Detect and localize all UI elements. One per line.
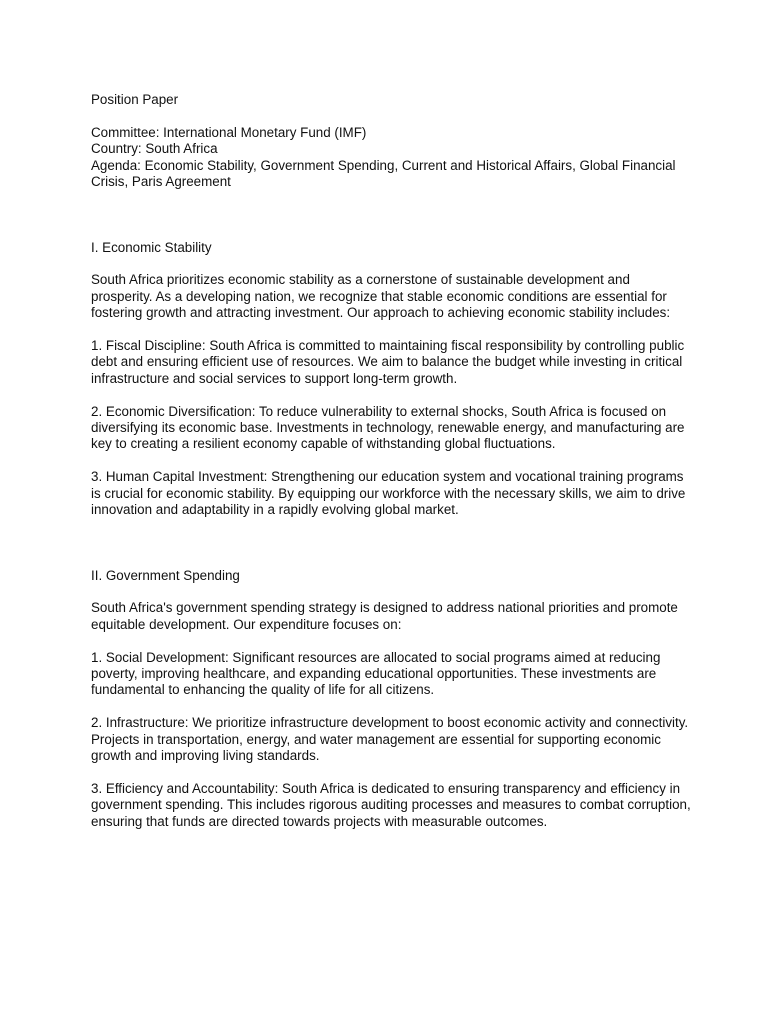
point-fiscal-discipline: 1. Fiscal Discipline: South Africa is committed to maintaining fiscal responsibility by controlling public debt and ensuring efficient use of resources. We aim to balance the budget while investing in critical infrastructure and social services to support long-term growth. [91,338,685,386]
document-title: Position Paper [91,92,179,107]
section-intro-government-spending: South Africa's government spending strategy is designed to address national priorities and promote equitable development. Our expenditure focuses on: [91,600,678,632]
point-economic-diversification: 2. Economic Diversification: To reduce vulnerability to external shocks, South Africa is focused on diversifying its economic base. Investments in technology, renewable energy, and manufacturing are key to creating a resilient economy capable of withstanding global fluctuations. [91,403,685,452]
section-heading-economic-stability: I. Economic Stability [91,239,212,255]
section-intro-economic-stability: South Africa prioritizes economic stability as a cornerstone of sustainable development and prosperity. As a developing nation, we recognize that stable economic conditions are essential for fostering growth and attracting investment. Our approach to achieving economic stability includes: [91,272,671,321]
country-line: Country: South Africa [91,141,218,157]
section-heading-government-spending: II. Government Spending [91,567,240,583]
point-infrastructure: 2. Infrastructure: We prioritize infrastructure development to boost economic activity and connectivity. Projects in transportation, energy, and water management are essential for supporting economic growth and improving living standards. [91,715,689,764]
point-human-capital-investment: 3. Human Capital Investment: Strengthening our education system and vocational training programs is crucial for economic stability. By equipping our workforce with the necessary skills, we aim to drive innovation and adaptability in a rapidly evolving global market. [91,469,686,518]
committee-line: Committee: International Monetary Fund (IMF) [91,124,367,140]
point-efficiency-accountability: 3. Efficiency and Accountability: South Africa is dedicated to ensuring transparency and efficiency in government spending. This includes rigorous auditing processes and measures to combat corruption, ensuring that funds are directed towards projects with measurable outcomes. [91,780,691,829]
point-social-development: 1. Social Development: Significant resources are allocated to social programs aimed at reducing poverty, improving healthcare, and expanding educational opportunities. These investments are fundamental to enhancing the quality of life for all citizens. [91,649,661,698]
document-page [91,92,691,830]
agenda-line: Agenda: Economic Stability, Government Spending, Current and Historical Affairs, Global Financial Crisis, Paris Agreement [91,157,676,190]
